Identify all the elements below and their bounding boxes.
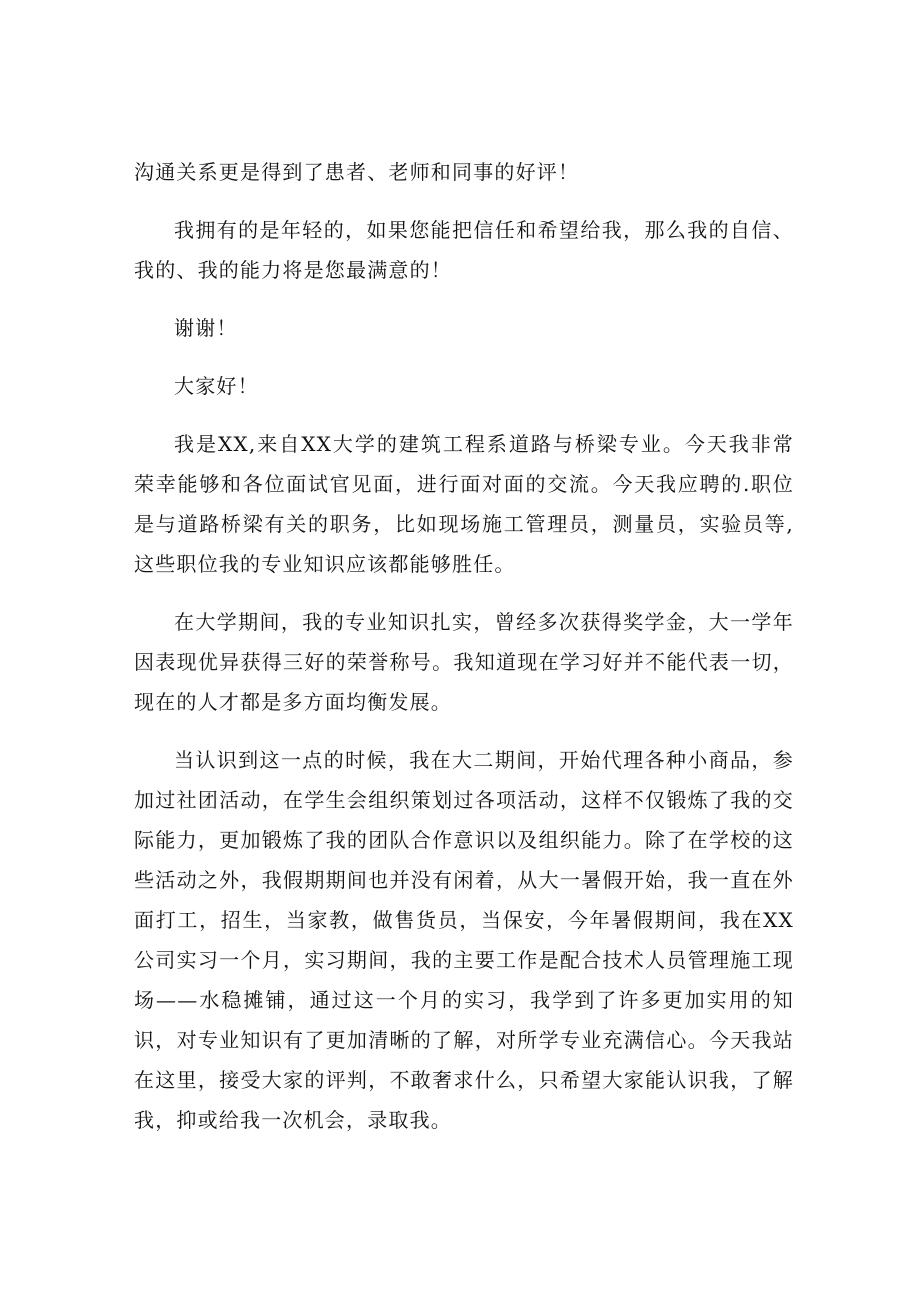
document-body [134,152,794,1158]
paragraph-confidence: 我拥有的是年轻的，如果您能把信任和希望给我，那么我的自信、我的、我的能力将是您最满意的！ [134,218,794,282]
paragraph-continuation: 沟通关系更是得到了患者、老师和同事的好评！ [134,160,580,184]
paragraph-thanks: 谢谢！ [174,316,238,340]
paragraph-experience: 当认识到这一点的时候，我在大二期间，开始代理各种小商品，参加过社团活动，在学生会组织策划过各项活动，这样不仅锻炼了我的交际能力，更加锻炼了我的团队合作意识以及组织能力。除了在学校的这些活动之外，我假期期间也并没有闲着，从大一暑假开始，我一直在外面打工，招生，当家教，做售货员，当保安，今年暑假期间，我在XX公司实习一个月，实习期间，我的主要工作是配合技术人员管理施工现场——水稳摊铺，通过这一个月的实习，我学到了许多更加实用的知识，对专业知识有了更加清晰的了解，对所学专业充满信心。今天我站在这里，接受大家的评判，不敢奢求什么，只希望大家能认识我，了解我，抑或给我一次机会，录取我。 [134,748,794,1132]
paragraph-introduction: 我是XX,来自XX大学的建筑工程系道路与桥梁专业。今天我非常荣幸能够和各位面试官见面，进行面对面的交流。今天我应聘的.职位是与道路桥梁有关的职务，比如现场施工管理员，测量员，实验员等,这些职位我的专业知识应该都能够胜任。 [134,432,794,576]
paragraph-greeting: 大家好！ [174,374,259,398]
paragraph-university: 在大学期间，我的专业知识扎实，曾经多次获得奖学金，大一学年因表现优异获得三好的荣誉称号。我知道现在学习好并不能代表一切，现在的人才都是多方面均衡发展。 [134,610,794,714]
